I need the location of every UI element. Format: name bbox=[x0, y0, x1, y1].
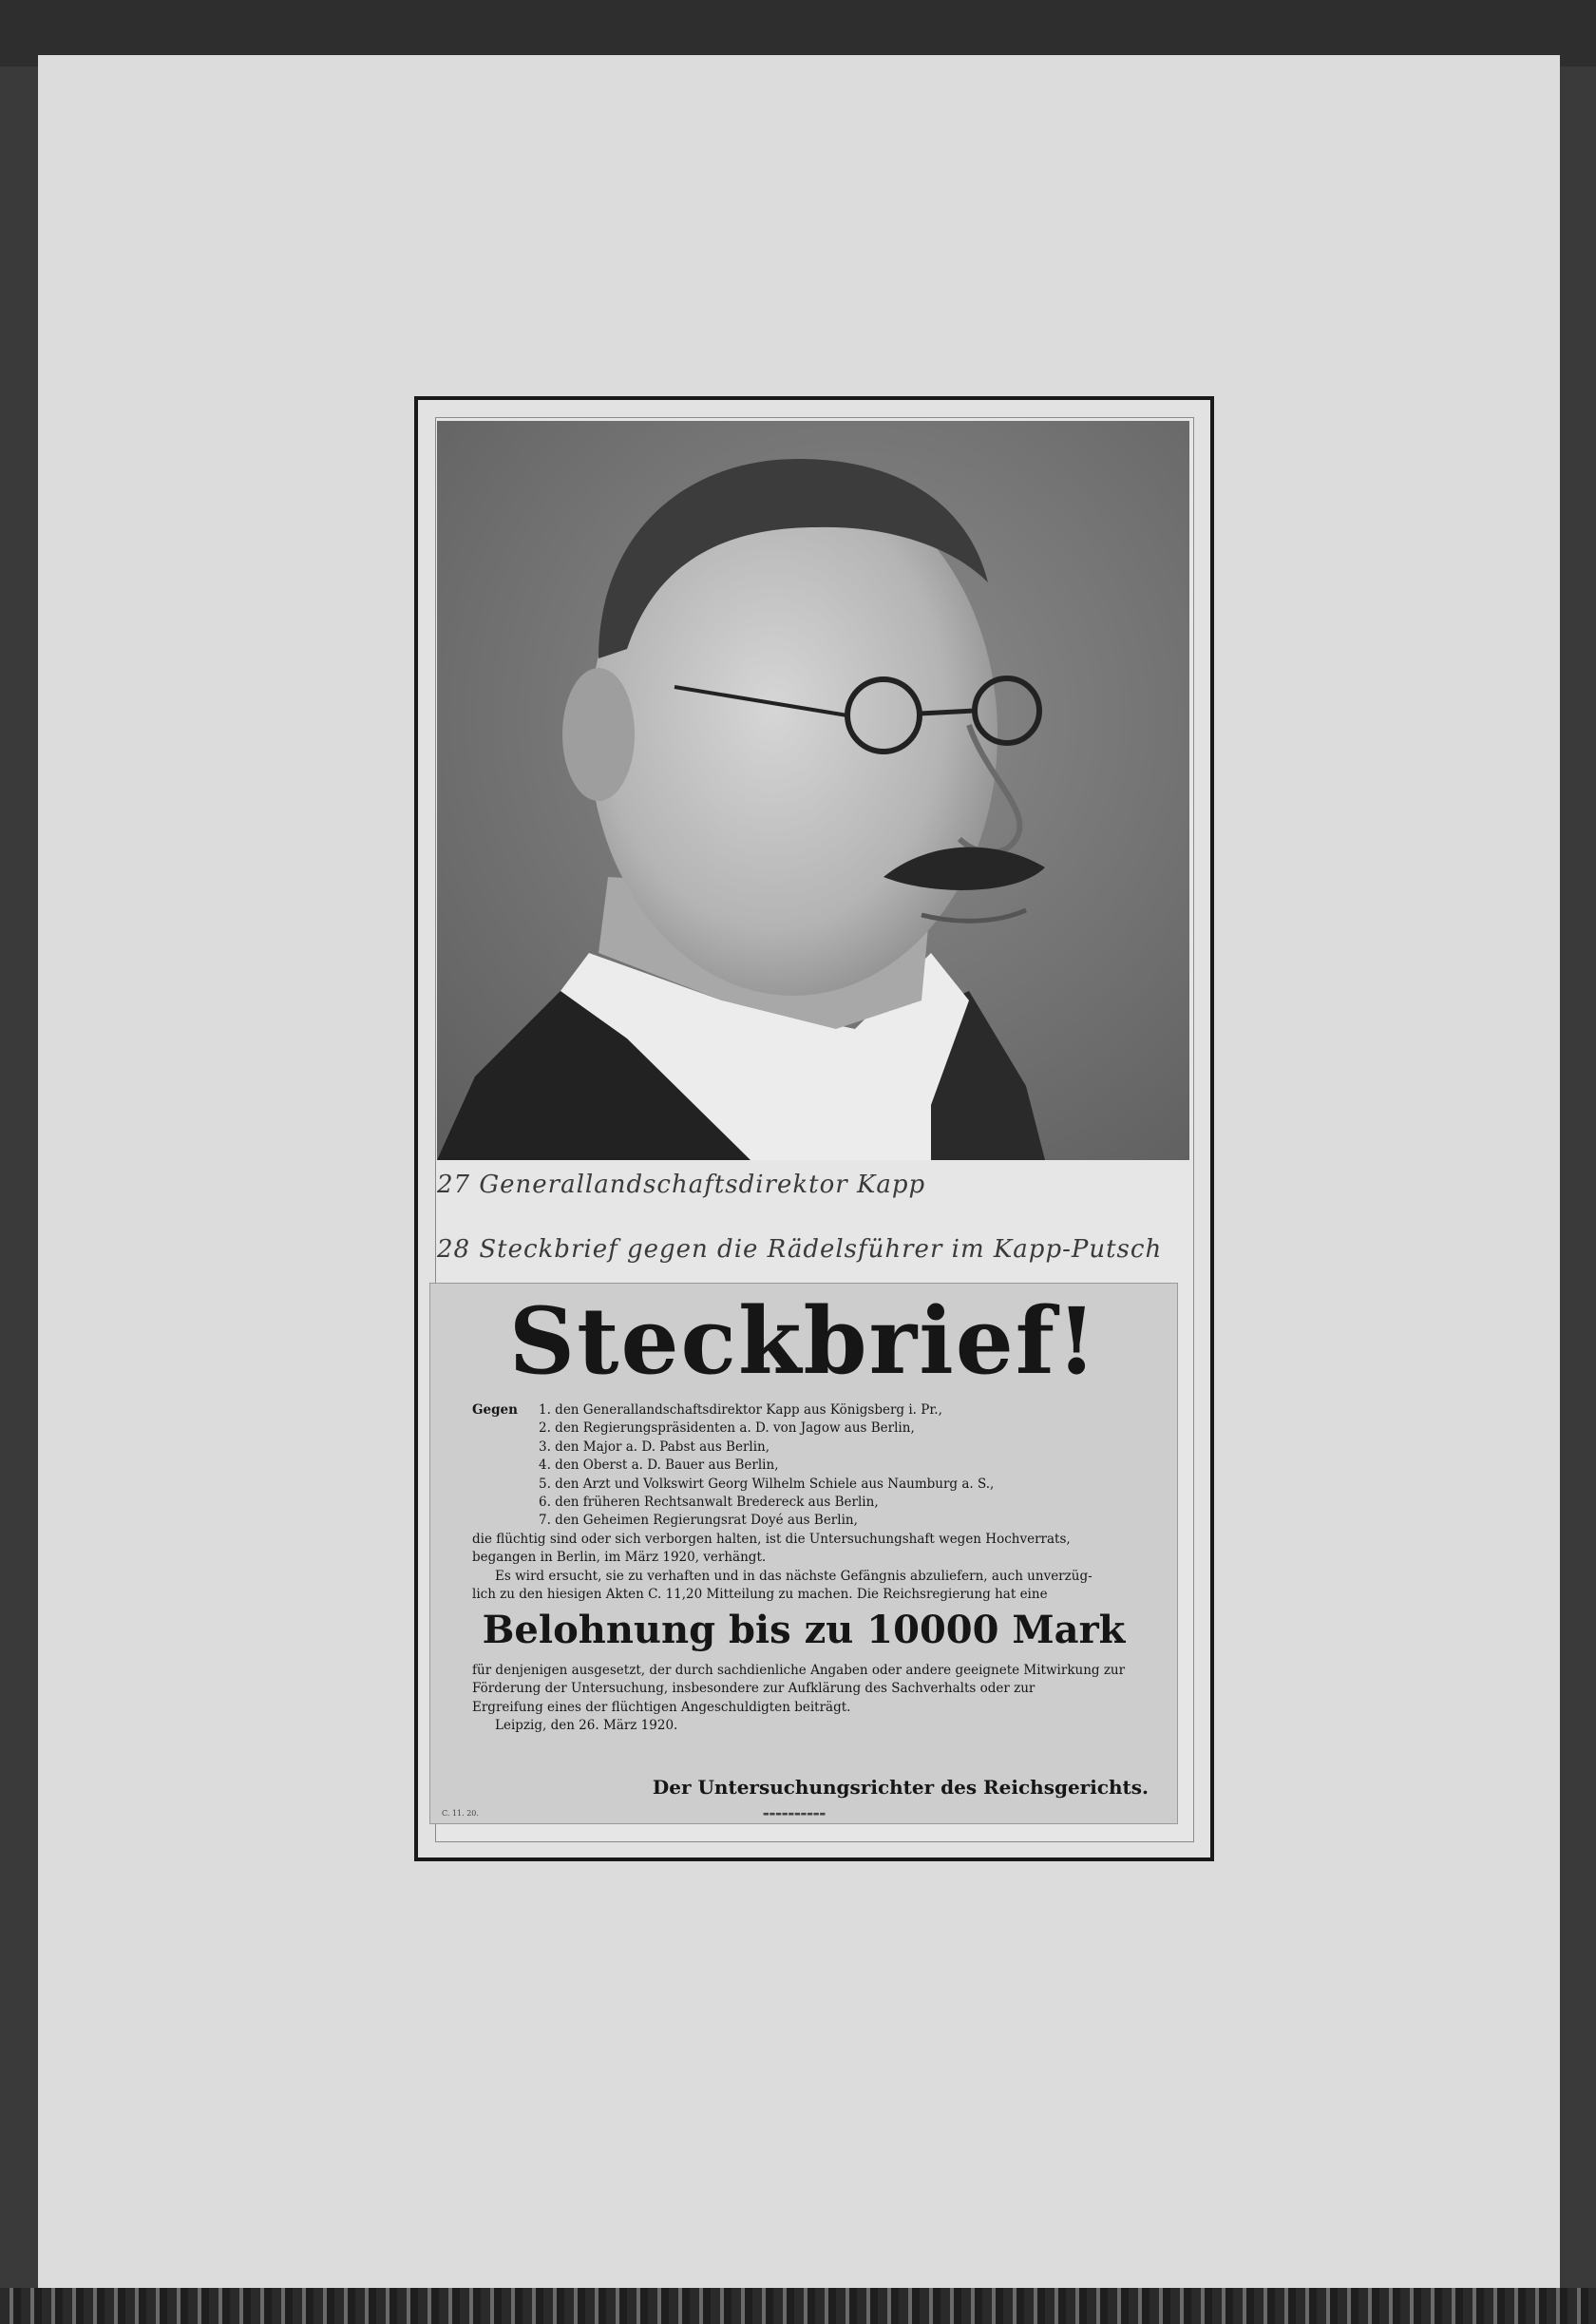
poster-tail bbox=[472, 1662, 1156, 1736]
album-binding-strip bbox=[0, 2288, 1596, 2324]
poster-tail-line: Ergreifung eines der flüchtigen Angeschuldigten beiträgt. bbox=[472, 1699, 851, 1715]
poster-body bbox=[472, 1401, 1156, 1604]
poster-title: Steckbrief! bbox=[508, 1287, 1099, 1395]
poster-item: 7. den Geheimen Regierungsrat Doyé aus Berlin, bbox=[539, 1513, 858, 1529]
poster-body-line: lich zu den hiesigen Akten C. 11,20 Mitteilung zu machen. Die Reichsregierung hat eine bbox=[472, 1587, 1048, 1603]
poster-item: 1. den Generallandschaftsdirektor Kapp aus Königsberg i. Pr., bbox=[539, 1402, 942, 1418]
poster-ref-code: C. 11. 20. bbox=[442, 1809, 479, 1818]
poster-body-line: Es wird ersucht, sie zu verhaften und in das nächste Gefängnis abzuliefern, auch unverzüg- bbox=[495, 1568, 1092, 1584]
poster-body-line: die flüchtig sind oder sich verborgen halten, ist die Untersuchungshaft wegen Hochverrats, bbox=[472, 1531, 1071, 1547]
poster-tail-line: Förderung der Untersuchung, insbesondere zur Aufklärung des Sachverhalts oder zur bbox=[472, 1681, 1036, 1697]
poster-lead: Gegen bbox=[472, 1402, 518, 1418]
poster-body-line: begangen in Berlin, im März 1920, verhängt. bbox=[472, 1550, 767, 1566]
poster-tail-line: für denjenigen ausgesetzt, der durch sachdienliche Angaben oder andere geeignete Mitwirkung zur bbox=[472, 1663, 1126, 1678]
poster-reward: Belohnung bis zu 10000 Mark bbox=[482, 1608, 1126, 1652]
poster-date: Leipzig, den 26. März 1920. bbox=[495, 1718, 678, 1734]
poster-printer-imprint: ▬▬▬▬▬▬▬▬▬▬ bbox=[763, 1810, 826, 1818]
portrait-photo bbox=[437, 421, 1189, 1160]
portrait-image bbox=[437, 421, 1189, 1160]
poster-item-row bbox=[472, 1401, 1156, 1419]
poster-item: 2. den Regierungspräsidenten a. D. von Jagow aus Berlin, bbox=[539, 1420, 915, 1437]
caption-figure-28: 28 Steckbrief gegen die Rädelsführer im Kapp-Putsch bbox=[437, 1235, 1163, 1264]
wanted-poster bbox=[429, 1283, 1178, 1824]
poster-item: 5. den Arzt und Volkswirt Georg Wilhelm Schiele aus Naumburg a. S., bbox=[539, 1476, 995, 1492]
caption-figure-27: 27 Generallandschaftsdirektor Kapp bbox=[437, 1171, 926, 1199]
poster-item: 3. den Major a. D. Pabst aus Berlin, bbox=[539, 1438, 770, 1455]
poster-item: 6. den früheren Rechtsanwalt Bredereck aus Berlin, bbox=[539, 1495, 879, 1511]
poster-signature: Der Untersuchungsrichter des Reichsgerichts. bbox=[652, 1776, 1149, 1799]
poster-item: 4. den Oberst a. D. Bauer aus Berlin, bbox=[539, 1457, 779, 1474]
